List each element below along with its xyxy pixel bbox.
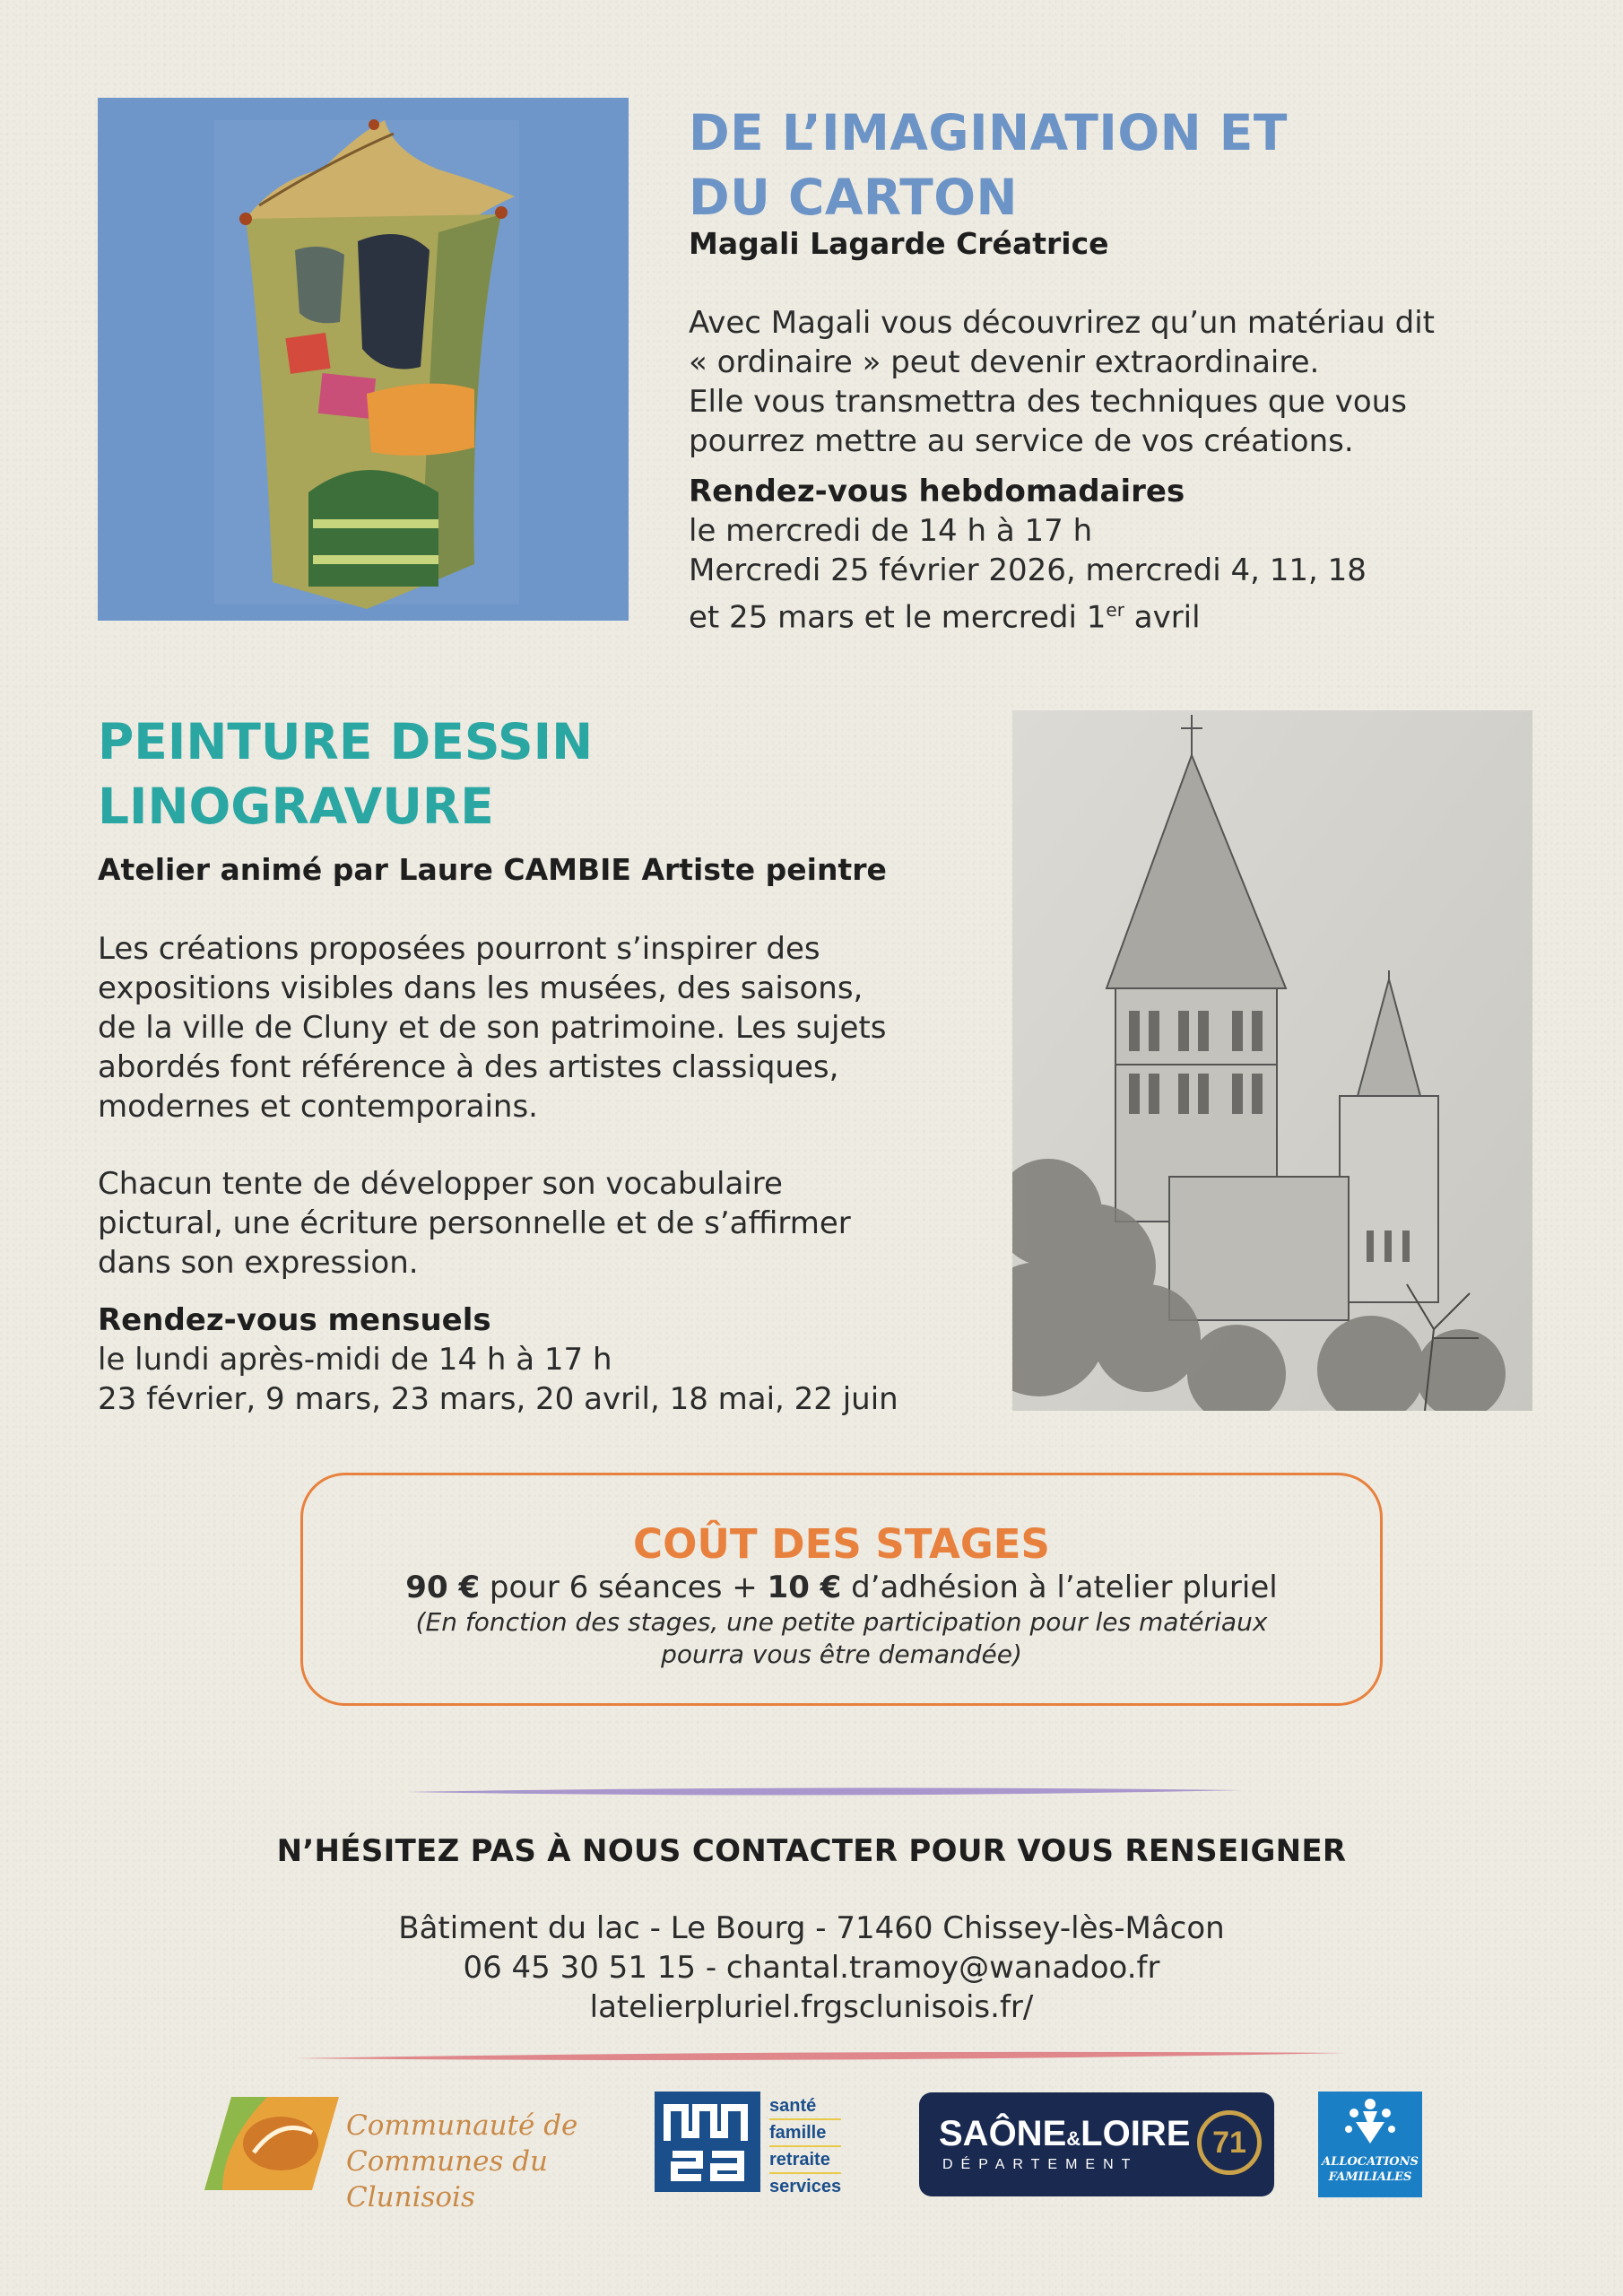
ccc-line2: Communes du Clunisois — [346, 2145, 549, 2213]
sl-name-a: SAÔNE — [939, 2114, 1067, 2153]
section1-rdv-line1: le mercredi de 14 h à 17 h — [689, 513, 1093, 549]
section1-subtitle: Magali Lagarde Créatrice — [689, 226, 1109, 261]
section1-paragraph: Avec Magali vous découvrirez qu’un matériau dit « ordinaire » peut devenir extraordinaire. Elle vous transmettra des techniques que vous pourrez mettre au service de vos créations. — [689, 305, 1436, 459]
section2-rdv-line2: 23 février, 9 mars, 23 mars, 20 avril, 18 mai, 22 juin — [98, 1381, 898, 1417]
section2-subtitle: Atelier animé par Laure CAMBIE Artiste peintre — [98, 852, 887, 887]
section1-rdv-line3: et 25 mars et le mercredi 1er avril — [689, 599, 1201, 636]
section1-title: DE L’IMAGINATION ET DU CARTON — [689, 104, 1288, 226]
purple-brush-divider — [404, 1783, 1246, 1801]
sl-sub: DÉPARTEMENT — [942, 2157, 1139, 2172]
church-drawing-photo — [1012, 710, 1532, 1411]
caf-line1: ALLOCATIONS — [1322, 2155, 1419, 2169]
section2-title: PEINTURE DESSIN LINOGRAVURE — [98, 713, 594, 835]
logo-msa — [655, 2092, 875, 2196]
ccc-emblem-icon — [204, 2090, 339, 2197]
section1-rdv-label: Rendez-vous hebdomadaires — [689, 474, 1185, 509]
logo-caf — [1318, 2092, 1422, 2197]
section2-rdv-line1: le lundi après-midi de 14 h à 17 h — [98, 1342, 612, 1378]
sl-emblem-icon — [1197, 2110, 1262, 2175]
contact-website[interactable]: latelierpluriel.frgsclunisois.fr/ — [589, 1989, 1034, 2025]
logo-communaute-communes-clunisois — [204, 2090, 617, 2213]
caf-line2: FAMILIALES — [1328, 2170, 1412, 2184]
sl-amp: & — [1066, 2127, 1081, 2150]
section2-paragraph1: Les créations proposées pourront s’inspirer des expositions visibles dans les musées, des saisons, de la ville de Cluny et de son patrimoine. Les sujets abordés font référence à des artistes classiques, modernes et contemporains. — [98, 931, 887, 1125]
cost-title: COÛT DES STAGES — [633, 1520, 1050, 1568]
caf-family-icon — [1343, 2097, 1397, 2151]
msa-emblem-icon — [655, 2092, 760, 2192]
contact-address: Bâtiment du lac - Le Bourg - 71460 Chissey-lès-Mâcon — [398, 1910, 1225, 1946]
cost-box — [300, 1473, 1383, 1706]
cardboard-furniture-photo — [98, 98, 629, 621]
section1-schedule — [689, 472, 1585, 637]
msa-word-1: santé — [769, 2093, 841, 2120]
msa-word-2: famille — [769, 2120, 841, 2147]
section1-rdv-line2: Mercredi 25 février 2026, mercredi 4, 11, 18 — [689, 552, 1367, 588]
contact-phone-email[interactable]: 06 45 30 51 15 - chantal.tramoy@wanadoo.fr — [463, 1950, 1160, 1986]
logo-saone-et-loire — [919, 2092, 1274, 2196]
contact-heading: N’HÉSITEZ PAS À NOUS CONTACTER POUR VOUS RENSEIGNER — [276, 1833, 1347, 1869]
msa-word-4: services — [769, 2177, 842, 2196]
section2-rdv-label: Rendez-vous mensuels — [98, 1302, 491, 1338]
ccc-line1: Communauté de — [346, 2109, 578, 2142]
red-brush-divider — [291, 2048, 1350, 2066]
sl-name-b: LOIRE — [1081, 2114, 1191, 2153]
section2-schedule — [98, 1300, 976, 1419]
cost-note: (En fonction des stages, une petite participation pour les matériaux pourra vous être demandée) — [415, 1607, 1268, 1669]
contact-info — [0, 1909, 1623, 2027]
section2-paragraph2: Chacun tente de développer son vocabulaire pictural, une écriture personnelle et de s’affirmer dans son expression. — [98, 1166, 851, 1281]
sl-num: 71 — [1212, 2126, 1246, 2160]
msa-word-3: retraite — [769, 2147, 841, 2174]
cost-line: 90 € pour 6 séances + 10 € d’adhésion à l’atelier pluriel — [405, 1570, 1278, 1605]
